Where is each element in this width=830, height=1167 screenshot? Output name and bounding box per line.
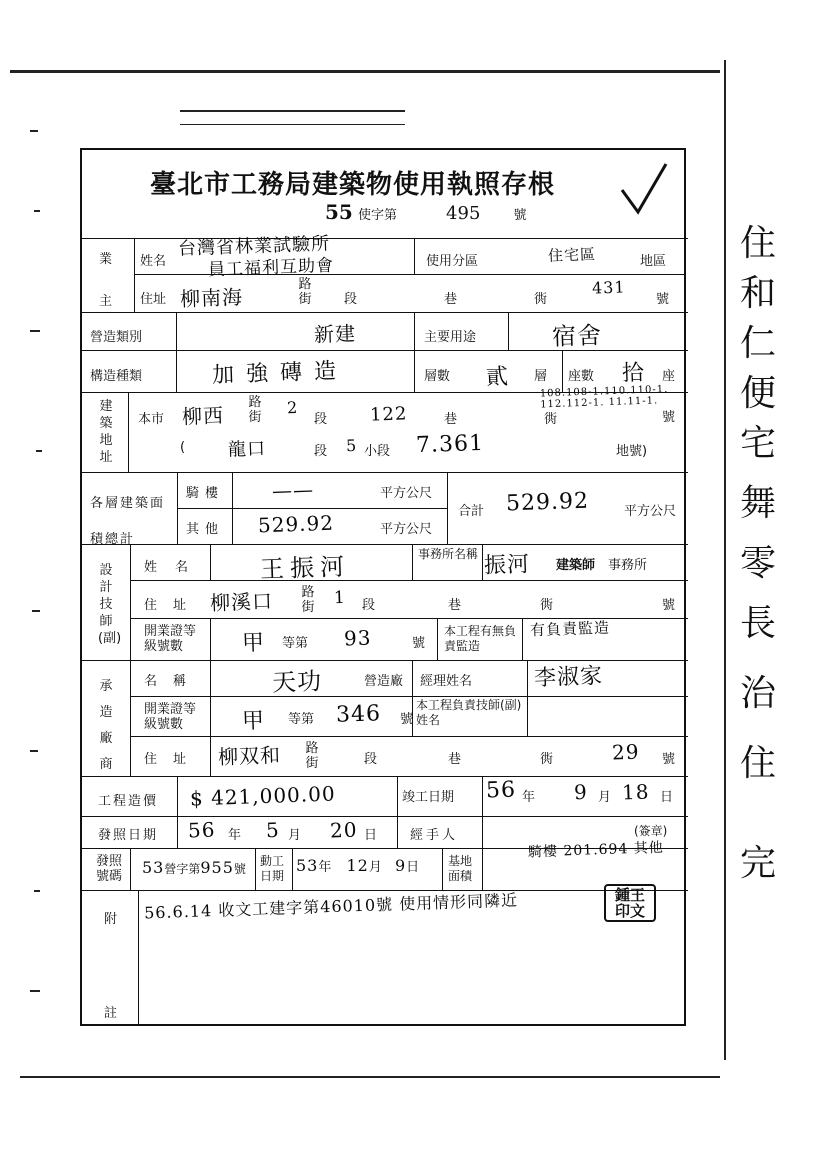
total-area-value: 529.92 — [505, 488, 590, 517]
scan-edge-bottom — [20, 1076, 720, 1078]
label-site: 建築地址 — [99, 399, 113, 465]
label-owner: 業 — [99, 252, 113, 267]
label-floor-area: 各層建築面積總計 — [90, 496, 166, 547]
designer-section: 1 — [333, 587, 347, 609]
permit-no-value: 53營字第955號 — [142, 858, 246, 877]
contractor-name: 天功 — [271, 667, 323, 697]
land-section: 龍口 — [227, 438, 267, 461]
owner-address: 柳南海 — [179, 284, 244, 312]
base-area-value: 騎樓 201.694 其他 — [527, 839, 665, 861]
site-road: 柳西 — [181, 403, 225, 429]
owner-name-1: 台灣省林業試驗所 — [177, 233, 331, 260]
label-floors: 層數 — [424, 369, 451, 384]
scan-noise — [30, 130, 60, 1034]
scan-edge-right — [724, 60, 726, 1060]
cost-value: $ 421,000.00 — [189, 781, 336, 811]
permit-form: 業 主 姓名 住址 台灣省林業試驗所 員工福利互助會 使用分區 住宅區 地區 柳南海 路 街 段 巷 衖 431 號 營造類別 新建 主要用途 宿舍 構造種類 加強磚造 層數 貳 層 座數 拾 座 建築地址 本市 柳西 路 街 2 段 122 巷 衖 108.108-1.110.110-1. 112.112-1. 11.11-1. 號 ( 龍口 段 5 小段 7.361 地號) 各層建築面積總計 騎樓 —— 平方公尺 其他 529.92 平方公尺 合計 529.92 平方公尺 設計技師(副) 姓名 王振河 事務所名稱 振河 建築師 事務所 住址 柳溪口 路 街 1 段 巷 衖 號 開業證等級號數 甲 等第 93 號 本工程有無負責監造 有負責監造 承造廠商 名稱 天功 營造廠 經理姓名 李淑家 開業證等級號數 甲 等第 346 號 本工程負責技師(副)姓名 住址 柳双和 路 街 段 巷 衖 29 號 工程造價 $ 421,000.00 竣工日期 56 年 9 月 18 日 發照日期 56 年 5 月 20 日 經手人 (簽章) 發照號碼 53營字第955號 動工日期 53年 12月 9日 基地面積 騎樓 201.694 其他 附 註 56.6.14 收文工建字第46010號 使用情形同隣近 — [80, 148, 686, 1026]
owner-address-no: 431 — [591, 277, 626, 298]
scan-mark — [180, 110, 405, 112]
contractor-number: 346 — [335, 701, 382, 728]
contractor-address-no: 29 — [611, 739, 640, 765]
finish-year: 56 — [485, 777, 517, 804]
contractor-address: 柳双和 — [217, 742, 282, 770]
label-zone-suffix: 地區 — [640, 254, 667, 269]
owner-name-2: 員工福利互助會 — [207, 255, 335, 281]
label-address: 住址 — [140, 292, 167, 307]
label-name: 姓名 — [140, 254, 167, 269]
document-title: 臺北市工務局建築物使用執照存根 — [150, 170, 556, 200]
seal-stamp: 鍾王 印文 — [604, 884, 656, 922]
finish-month: 9 — [573, 779, 589, 805]
scan-edge-top — [10, 70, 720, 73]
issue-day: 20 — [329, 817, 358, 843]
finish-day: 18 — [621, 779, 650, 805]
label-owner2: 主 — [99, 294, 113, 309]
issue-year: 56 — [187, 817, 216, 843]
label-designer: 設計技師(副) — [98, 563, 122, 646]
permit-number: 55 使字第 495 號 — [325, 200, 527, 224]
floors-value: 貳 — [485, 364, 510, 391]
designer-name: 王振河 — [259, 552, 351, 584]
construct-type-value: 新建 — [313, 321, 357, 347]
label-blocks: 座數 — [568, 369, 595, 384]
manager-name: 李淑家 — [533, 663, 604, 692]
site-lane: 122 — [369, 403, 408, 426]
scan-mark — [180, 124, 405, 125]
start-date-value: 53年 12月 9日 — [296, 856, 420, 875]
main-use-value: 宿舍 — [551, 321, 603, 351]
site-numbers: 108.108-1.110.110-1. 112.112-1. 11.11-1. — [539, 383, 669, 411]
contractor-grade: 甲 — [241, 708, 266, 735]
site-section: 2 — [286, 397, 299, 418]
note-text: 56.6.14 收文工建字第46010號 使用情形同隣近 — [143, 890, 519, 923]
struct-type-value: 加強磚造 — [211, 358, 349, 389]
arcade-value: —— — [271, 477, 315, 503]
office-name: 振河 — [483, 552, 531, 579]
other-area-value: 529.92 — [257, 510, 335, 538]
label-use-zone: 使用分區 — [426, 254, 479, 269]
license-grade: 甲 — [241, 630, 266, 657]
label-main-use: 主要用途 — [424, 330, 477, 345]
label-contractor: 承造廠商 — [99, 679, 113, 772]
land-no: 7.361 — [415, 430, 485, 459]
license-number: 93 — [343, 625, 372, 651]
designer-address: 柳溪口 — [209, 588, 274, 616]
land-subsection: 5 — [345, 435, 358, 456]
label-construct-type: 營造類別 — [90, 330, 143, 345]
supervise-value: 有負責監造 — [529, 618, 611, 640]
zone-value: 住宅區 — [547, 245, 597, 265]
blocks-value: 拾 — [621, 360, 646, 387]
issue-month: 5 — [265, 817, 281, 843]
label-struct-type: 構造種類 — [90, 369, 143, 384]
